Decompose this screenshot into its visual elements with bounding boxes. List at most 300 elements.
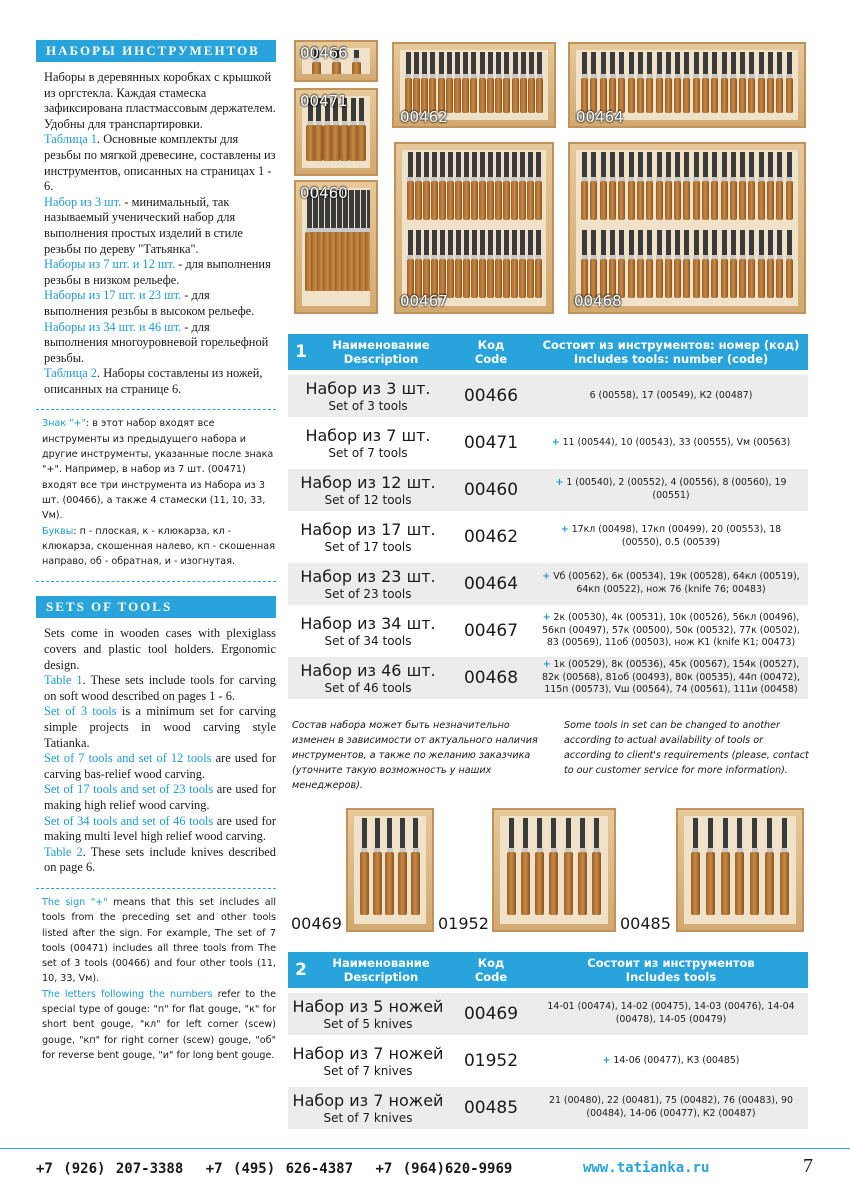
chisel-icon [637,152,643,220]
sets-table-2 [288,952,808,1129]
chisel-icon [405,52,411,113]
set-name-en: Set of 12 tools [324,492,412,507]
plus-sign: + [551,436,560,448]
chisel-icon [407,152,413,220]
chisel-icon [512,52,518,113]
chisel-icon [721,230,727,298]
paragraph-text: are used for making high relief wood carving. [44,782,277,812]
paragraph-text: . Основные комплекты для резьбы по мягкой древесине, составлены из инструментов, описанных на страницах 1 - 6. [44,132,276,194]
tools-list: 2к (00530), 4к (00531), 10к (00526), 56кл (00496), 56кп (00497), 57к (00500), 50к (00532), 77к (00502), 83 (00569), 11об (00503), нож К1 (knife К1; 00473) [542,612,800,649]
chisel-icon [591,230,597,298]
table-row [288,610,808,652]
set-code: 00471 [463,433,519,453]
chisel-icon [520,52,526,113]
paragraph [44,814,276,845]
paragraph [44,132,276,194]
table-row [288,1087,808,1129]
table-row [288,422,808,464]
chisel-icon [495,230,501,298]
set-name-ru: Набор из 17 шт. [300,519,436,539]
tools-list: 14-01 (00474), 14-02 (00475), 14-03 (00476), 14-04 (00478), 14-05 (00479) [547,1001,795,1025]
paragraph [44,366,276,397]
paragraph-text: are used for carving bas-relief wood carving. [44,751,277,781]
chisel-icon [582,152,588,220]
chisel-icon [496,52,502,113]
chisel-icon [519,152,525,220]
chisel-icon [684,230,690,298]
chisel-icon [447,230,453,298]
tools-list: 6 (00558), 17 (00549), К2 (00487) [589,389,753,401]
chisel-icon [415,230,421,298]
chisel-icon [366,190,370,291]
chisel-icon [600,152,606,220]
chisel-icon [665,52,671,113]
table-number: 2 [295,960,307,980]
paragraph [42,524,276,570]
knife-icon [737,818,743,915]
highlight: The sign "+" [42,896,108,908]
chisel-icon [740,230,746,298]
chisel-icon [439,152,445,220]
set-tools [534,612,808,650]
chisel-icon [610,230,616,298]
table-row [288,469,808,511]
chisel-icon [511,230,517,298]
paragraph [44,195,276,257]
knife-icon [508,818,514,915]
chisel-icon [511,152,517,220]
chisel-icon [591,52,597,113]
chisel-icon [768,152,774,220]
phone-numbers [36,1161,524,1177]
paragraph-text: Наборы в деревянных коробках с крышкой из оргстекла. Каждая стамеска зафиксирована пластмассовым держателем. Удобны для транспартировки. [44,70,276,131]
set-name-en: Set of 7 tools [328,445,408,460]
chisel-icon [675,152,681,220]
tool-row [302,190,370,291]
chisel-icon [758,52,764,113]
highlight: Set of 17 tools and set of 23 tools [44,782,214,797]
set-name [288,1044,448,1079]
set-name-ru: Набор из 3 шт. [305,378,431,398]
chisel-icon [463,230,469,298]
chisel-icon [749,152,755,220]
knife-icon [752,818,758,915]
paragraph-text: . Наборы составлены из ножей, описанных на странице 6. [44,366,263,396]
chisel-icon [768,230,774,298]
column-header-code: Код Code [474,338,508,366]
knife-icon [387,818,393,915]
tool-row [402,152,546,220]
highlight: Set of 34 tools and set of 46 tools [44,813,214,828]
note-en: Some tools in set can be changed to another according to actual availability of tools or according to client's requirements (please, contact to our customer service for more information). [564,720,809,776]
chisel-icon [628,52,634,113]
photo-set-00462 [392,42,556,128]
paragraph-text: - для выполнения резьбы в высоком рельефе. [44,288,255,318]
chisel-icon [786,52,792,113]
set-name-ru: Набор из 7 ножей [292,1043,444,1063]
tool-row [684,818,796,915]
tool-row [354,818,426,915]
set-tools [534,1001,808,1026]
chisel-icon [438,52,444,113]
table-row [288,657,808,699]
set-name [288,661,448,696]
set-name [288,1091,448,1126]
chisel-icon [675,230,681,298]
chisel-icon [415,152,421,220]
paragraph [42,987,276,1063]
chisel-icon [665,230,671,298]
chisel-icon [495,152,501,220]
set-name-ru: Набор из 7 шт. [305,425,431,445]
website-link[interactable]: www.tatianka.ru [583,1160,710,1176]
photo-set-00468 [568,142,806,314]
chisel-icon [628,230,634,298]
chisel-icon [446,52,452,113]
tool-row [400,52,548,113]
column-header-name: Наименование Description [332,956,430,984]
set-code: 00460 [463,480,519,500]
plus-sign: + [555,477,564,489]
plus-sign: + [560,524,569,536]
paragraph-text: are used for making multi level high relief wood carving. [44,813,277,844]
table-header [288,952,808,988]
highlight: Set of 3 tools [44,704,117,719]
highlight: Таблица 2 [44,366,97,381]
chisel-icon [712,52,718,113]
chisel-icon [684,152,690,220]
page-footer [0,1148,850,1188]
highlight: The letters following the numbers [42,988,213,1000]
chisel-icon [721,152,727,220]
set-name-ru: Набор из 46 шт. [300,660,436,680]
knife-icon [413,818,419,915]
paragraph-text: : в этот набор входят все инструменты из предыдущего набора и другие инструменты, указанные после знака "+". Например, в набор из 7 шт. (00471) входят все три инструмента из Набора из 3 шт. (00466), а также 4 стамески (11, 10, 33, Vм). [42,418,274,522]
chisel-icon [455,52,461,113]
chisel-icon [504,52,510,113]
photo-set-00471 [294,88,378,176]
chisel-icon [656,230,662,298]
plus-sign: + [542,659,551,671]
ru-sign-note [36,410,276,569]
tools-list: 11 (00544), 10 (00543), 33 (00555), Vм (00563) [562,436,791,448]
chisel-icon [423,230,429,298]
knife-icon [565,818,571,915]
photo-label: 00466 [300,44,348,62]
highlight: Набор из 3 шт. [44,194,122,209]
chisel-icon [730,230,736,298]
chisel-icon [537,52,543,113]
chisel-icon [619,52,625,113]
chisel-icon [693,152,699,220]
en-description [36,626,276,876]
table-row [288,993,808,1035]
chisel-icon [768,52,774,113]
chisel-icon [479,52,485,113]
chisel-icon [471,152,477,220]
chisel-icon [610,52,616,113]
chisel-icon [758,152,764,220]
set-name [288,567,448,602]
paragraph-text: . These sets include knives described on page 6. [44,844,276,875]
chisel-icon [637,230,643,298]
paragraph [44,626,276,673]
chisel-icon [479,230,485,298]
set-code: 00468 [463,668,519,688]
set-code: 00462 [463,527,519,547]
chisel-icon [487,52,493,113]
table-body [288,993,808,1129]
table-header [288,334,808,370]
photo-label: 00464 [576,108,624,126]
photo-label: 00469 [291,914,342,933]
chisel-icon [600,52,606,113]
phone-1[interactable]: +7 (926) 207-3388 [36,1161,184,1177]
chisel-icon [535,230,541,298]
paragraph [44,845,276,876]
chisel-icon [591,152,597,220]
set-tools [534,524,808,549]
set-name-en: Set of 5 knives [323,1016,413,1031]
chisel-icon [740,52,746,113]
set-tools [534,437,808,450]
chisel-icon [619,230,625,298]
set-name [288,520,448,555]
photo-label: 00467 [400,292,448,310]
knife-icon [522,818,528,915]
chisel-icon [463,152,469,220]
highlight: Наборы из 17 шт. и 23 шт. [44,288,182,303]
en-sign-note [36,889,276,1063]
set-code: 00466 [463,386,519,406]
chisel-icon [479,152,485,220]
chisel-icon [535,152,541,220]
photo-set-00464 [568,42,806,128]
knife-icon [767,818,773,915]
chisel-icon [423,152,429,220]
paragraph-text: . These sets include tools for carving on soft wood described on pages 1 - 6. [44,673,276,703]
highlight: Наборы из 7 шт. и 12 шт. [44,257,176,272]
set-name-en: Set of 7 knives [323,1063,413,1078]
plus-sign: + [602,1054,611,1066]
knife-icon [374,818,380,915]
knife-icon [400,818,406,915]
photo-set-00467 [394,142,554,314]
paragraph-text: : п - плоская, к - клюкарза, кл - клюкарза, скошенная налево, кп - скошенная направо, об - обратная, и - изогнутая. [42,525,275,568]
paragraph [44,673,276,704]
set-name-ru: Набор из 23 шт. [300,566,436,586]
chisel-icon [703,152,709,220]
tools-list: 1к (00529), 8к (00536), 45к (00567), 154к (00527), 82к (00568), 81об (00493), 80к (00535), 44п (00472), 115п (00573), Vш (00564), 74 (00561), 111и (00458) [541,659,801,696]
set-tools [534,390,808,403]
paragraph-text: means that this set includes all tools from the preceding set and other tools listed after the sign. For example, The set of 7 tools (00471) includes all three tools from The set of 3 tools (00466) and four other tools (11, 10, 33, Vм). [42,896,276,985]
set-name-en: Set of 3 tools [328,398,408,413]
paragraph-text: refer to the special type of gouge: "п" for flat gouge, "к" for short bent gouge, "кл" for left corner (scew) gouge, "кп" for right corner (scew) gouge, "об" for reverse bent gouge, "и" for long bent gouge. [42,988,277,1061]
chisel-icon [359,98,365,161]
table-body [288,375,808,699]
set-tools [534,659,808,697]
chisel-icon [503,230,509,298]
knife-icon [361,818,367,915]
chisel-icon [693,52,699,113]
chisel-icon [656,152,662,220]
chisel-icon [675,52,681,113]
chisel-icon [529,52,535,113]
tools-list: 14-06 (00477), К3 (00485) [613,1054,740,1066]
photo-set-00469 [346,808,434,932]
chisel-icon [503,152,509,220]
knife-icon [781,818,787,915]
chisel-icon [527,230,533,298]
photo-set-00485 [676,808,804,932]
set-tools [534,571,808,596]
table-row [288,563,808,605]
chisel-icon [610,152,616,220]
chisel-icon [431,152,437,220]
chisel-icon [786,230,792,298]
set-name [288,614,448,649]
ru-description [36,70,276,397]
tools-list: 17кл (00498), 17кп (00499), 20 (00553), 18 (00550), 0.5 (00539) [571,524,782,548]
column-header-code: Код Code [474,956,508,984]
set-code: 00485 [463,1098,519,1118]
chisel-icon [777,230,783,298]
chisel-icon [758,230,764,298]
photo-label: 01952 [438,914,489,933]
chisel-icon [637,52,643,113]
chisel-icon [582,230,588,298]
column-header-name: Наименование Description [332,338,430,366]
chisel-icon [471,52,477,113]
set-name-en: Set of 34 tools [324,633,412,648]
paragraph-text: - для выполнения резьбы в низком рельефе. [44,257,271,287]
chisel-icon [684,52,690,113]
chisel-icon [786,152,792,220]
chisel-icon [439,230,445,298]
knife-icon [580,818,586,915]
ru-section-heading: НАБОРЫ ИНСТРУМЕНТОВ [36,40,276,62]
paragraph [44,288,276,319]
knife-icon [722,818,728,915]
photo-label: 00468 [574,292,622,310]
set-code: 01952 [463,1051,519,1071]
set-name-ru: Набор из 5 ножей [292,996,444,1016]
highlight: Таблица 1 [44,132,97,147]
set-name [288,379,448,414]
photo-label: 00471 [300,92,348,110]
tools-list: 1 (00540), 2 (00552), 4 (00556), 8 (00560), 19 (00551) [566,477,787,501]
chisel-icon [463,52,469,113]
chisel-icon [749,52,755,113]
set-name-en: Set of 17 tools [324,539,412,554]
tool-row [402,230,546,298]
highlight: Знак "+" [42,418,87,430]
column-header-tools: Состоит из инструментов Includes tools [587,956,755,984]
chisel-icon [628,152,634,220]
set-tools [534,477,808,502]
chisel-icon [703,230,709,298]
chisel-icon [730,152,736,220]
chisel-icon [487,152,493,220]
highlight: Table 2 [44,844,83,859]
chisel-icon [777,152,783,220]
chisel-icon [777,52,783,113]
set-name-ru: Набор из 12 шт. [300,472,436,492]
paragraph [42,895,276,987]
chisel-icon [519,230,525,298]
plus-sign: + [542,612,551,624]
chisel-icon [693,230,699,298]
tool-row [576,230,798,298]
set-code: 00467 [463,621,519,641]
tool-row [576,152,798,220]
note-ru: Состав набора может быть незначительно изменен в зависимости от актуального наличия инструментов, а также по желанию заказчика (уточните такую возможность у наших менеджеров). [292,720,538,791]
chisel-icon [407,230,413,298]
phone-3[interactable]: +7 (964)620-9969 [375,1161,513,1177]
set-name [288,997,448,1032]
tool-row [576,52,798,113]
set-tools [534,1095,808,1120]
tools-list: Vб (00562), 6к (00534), 19к (00528), 64кл (00519), 64кп (00522), нож 76 (knife 76; 00483) [553,571,800,595]
chisel-icon [455,230,461,298]
tool-row [500,818,608,915]
chisel-icon [582,52,588,113]
chisel-icon [350,98,356,161]
en-section-heading: SETS OF TOOLS [36,596,276,618]
set-name-en: Set of 46 tools [324,680,412,695]
sets-table-1 [288,334,808,699]
set-tools [534,1055,808,1068]
chisel-icon [647,152,653,220]
chisel-icon [703,52,709,113]
plus-sign: + [542,571,551,583]
highlight: Table 1 [44,673,83,688]
chisel-icon [730,52,736,113]
set-name-en: Set of 23 tools [324,586,412,601]
paragraph-text: - для выполнения многоуровневой горельефной резьбы. [44,319,269,365]
paragraph [42,416,276,523]
chisel-icon [619,152,625,220]
table-row [288,375,808,417]
table-row [288,516,808,558]
highlight: Буквы [42,525,74,537]
paragraph [44,751,276,782]
chisel-icon [430,52,436,113]
chisel-icon [527,152,533,220]
chisel-icon [647,52,653,113]
phone-2[interactable]: +7 (495) 626-4387 [205,1161,354,1177]
chisel-icon [487,230,493,298]
column-header-tools: Состоит из инструментов: номер (код) Includes tools: number (code) [542,338,800,366]
page-number: 7 [803,1155,813,1177]
photo-label: 00485 [620,914,671,933]
set-code: 00464 [463,574,519,594]
table-row [288,1040,808,1082]
chisel-icon [455,152,461,220]
tools-list: 21 (00480), 22 (00481), 75 (00482), 76 (00483), 90 (00484), 14-06 (00477), К2 (00487) [549,1095,793,1119]
knife-icon [551,818,557,915]
highlight: Наборы из 34 шт. и 46 шт. [44,319,182,334]
highlight: Set of 7 tools and set of 12 tools [44,751,212,766]
set-name [288,426,448,461]
chisel-icon [353,50,359,74]
photo-set-00460 [294,180,378,314]
set-name [288,473,448,508]
chisel-icon [712,230,718,298]
paragraph [44,320,276,367]
knife-icon [594,818,600,915]
photo-set-00466 [294,40,378,82]
